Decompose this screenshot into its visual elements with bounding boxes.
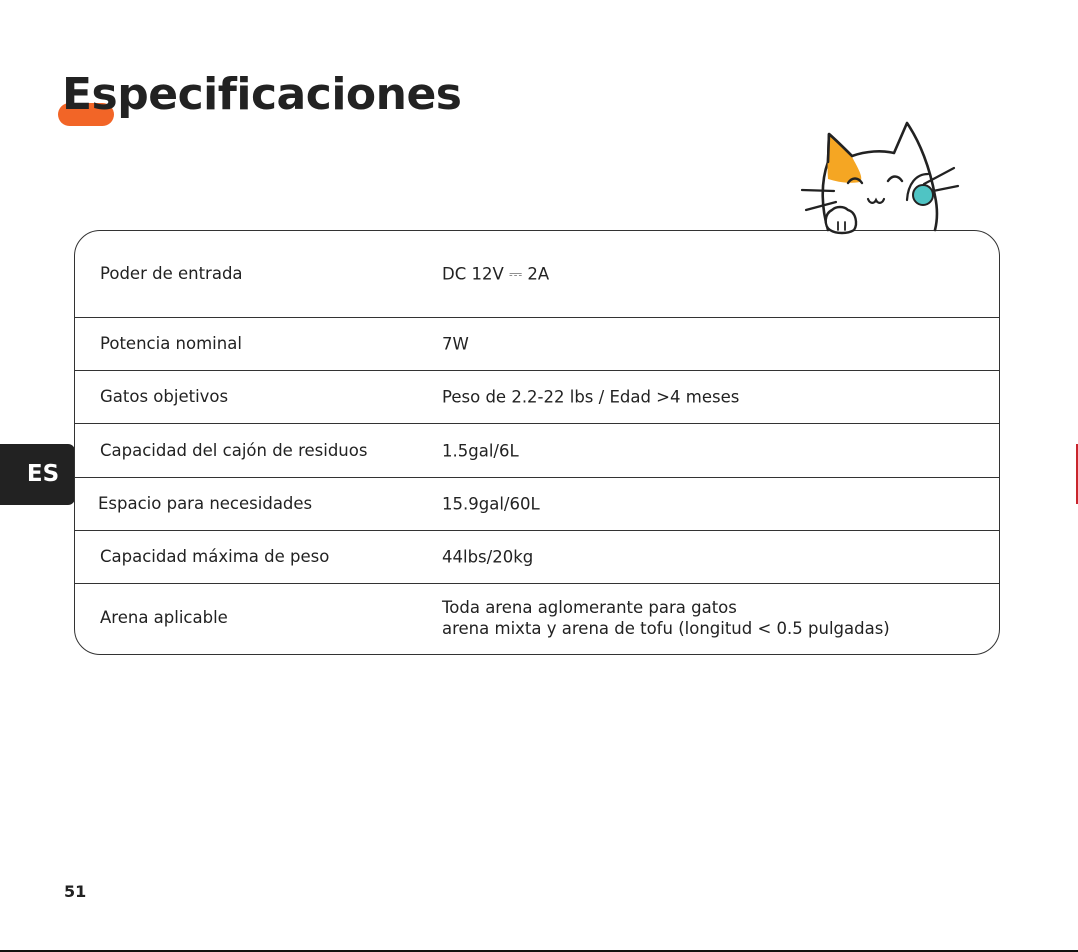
spec-label: Arena aplicable (100, 608, 228, 627)
spec-row-max-weight (75, 531, 999, 584)
spec-value: Toda arena aglomerante para gatos arena mixta y arena de tofu (longitud < 0.5 pulgadas) (442, 598, 890, 638)
spec-row-rated-power (75, 318, 999, 371)
spec-row-litter-space (75, 478, 999, 531)
page-title: Especificaciones (62, 69, 462, 120)
spec-label: Gatos objetivos (100, 387, 229, 406)
spec-value: DC 12V ⎓ 2A (442, 264, 550, 284)
spec-row-input-power (75, 231, 999, 318)
spec-value: 15.9gal/60L (442, 494, 540, 514)
spec-value: 7W (442, 334, 469, 354)
spec-value: 44lbs/20kg (442, 547, 534, 567)
spec-row-waste-drawer-capacity (75, 424, 999, 478)
spec-label: Espacio para necesidades (98, 494, 313, 513)
language-tab-label: ES (26, 461, 60, 487)
specifications-table (74, 230, 1000, 655)
spec-label: Poder de entrada (100, 264, 243, 283)
spec-value: Peso de 2.2-22 lbs / Edad >4 meses (442, 387, 740, 407)
language-tab (0, 444, 75, 505)
spec-row-applicable-litter (75, 584, 999, 652)
spec-label: Capacidad del cajón de residuos (100, 440, 368, 460)
spec-row-target-cats (75, 371, 999, 424)
page-number: 51 (64, 882, 87, 901)
spec-value: 1.5gal/6L (442, 441, 519, 460)
cat-mascot-icon (796, 118, 966, 238)
spec-label: Potencia nominal (100, 334, 242, 353)
spec-label: Capacidad máxima de peso (100, 547, 330, 566)
